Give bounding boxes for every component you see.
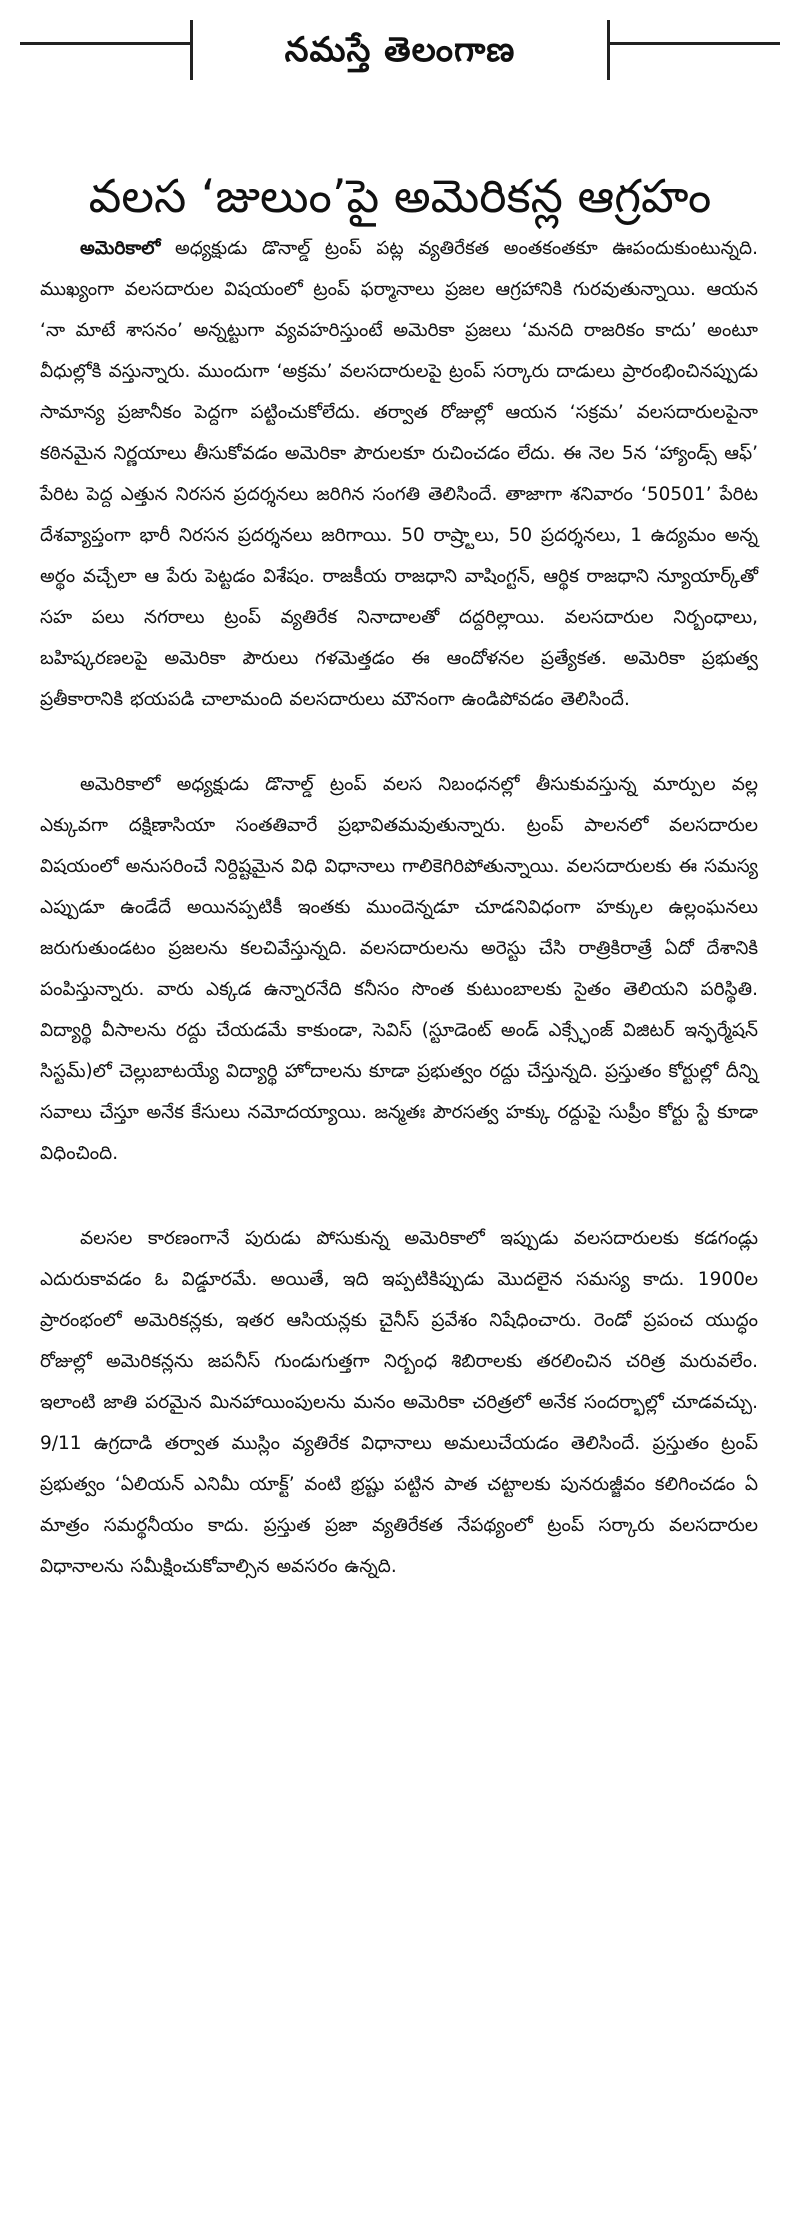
article-paragraph-1	[40, 228, 758, 720]
article-paragraph-3: వలసల కారణంగానే పురుడు పోసుకున్న అమెరికాలో ఇప్పుడు వలసదారులకు కడగండ్లు ఎదురుకావడం ఓ విడ్డూరమే. అయితే, ఇది ఇప్పటికిప్పుడు మొదలైన సమస్య కాదు. 1900ల ప్రారంభంలో అమెరికన్లకు, ఇతర ఆసియన్లకు చైనీస్ ప్రవేశం నిషేధించారు. రెండో ప్రపంచ యుద్ధం రోజుల్లో అమెరికన్లను జపనీస్ గుండుగుత్తగా నిర్బంధ శిబిరాలకు తరలించిన చరిత్ర మరువలేం. ఇలాంటి జాతి పరమైన మినహాయింపులను మనం అమెరికా చరిత్రలో అనేక సందర్భాల్లో చూడవచ్చు. 9/11 ఉగ్రదాడి తర్వాత ముస్లిం వ్యతిరేక విధానాలు అమలుచేయడం తెలిసిందే. ప్రస్తుతం ట్రంప్ ప్రభుత్వం ‘ఏలియన్ ఎనిమీ యాక్ట్’ వంటి భ్రష్టు పట్టిన పాత చట్టాలకు పునరుజ్జీవం కలిగించడం ఏ మాత్రం సమర్థనీయం కాదు. ప్రస్తుత ప్రజా వ్యతిరేకత నేపథ్యంలో ట్రంప్ సర్కారు వలసదారుల విధానాలను సమీక్షించుకోవాల్సిన అవసరం ఉన్నది.	[40, 1228, 758, 1577]
paragraph-1-text: అధ్యక్షుడు డొనాల్డ్ ట్రంప్ పట్ల వ్యతిరేకత అంతకంతకూ ఊపందుకుంటున్నది. ముఖ్యంగా వలసదారుల విషయంలో ట్రంప్ ఫర్మానాలు ప్రజల ఆగ్రహానికి గురవుతున్నాయి. ఆయన ‘నా మాటే శాసనం’ అన్నట్టుగా వ్యవహరిస్తుంటే అమెరికా ప్రజలు ‘మనది రాజరికం కాదు’ అంటూ వీధుల్లోకి వస్తున్నారు. ముందుగా ‘అక్రమ’ వలసదారులపై ట్రంప్ సర్కారు దాడులు ప్రారంభించినప్పుడు సామాన్య ప్రజానీకం పెద్దగా పట్టించుకోలేదు. తర్వాత రోజుల్లో ఆయన ‘సక్రమ’ వలసదారులపైనా కఠినమైన నిర్ణయాలు తీసుకోవడం అమెరికా పౌరులకూ రుచించడం లేదు. ఈ నెల 5న ‘హ్యాండ్స్ ఆఫ్’ పేరిట పెద్ద ఎత్తున నిరసన ప్రదర్శనలు జరిగిన సంగతి తెలిసిందే. తాజాగా శనివారం ‘50501’ పేరిట దేశవ్యాప్తంగా భారీ నిరసన ప్రదర్శనలు జరిగాయి. 50 రాష్ర్టాలు, 50 ప్రదర్శనలు, 1 ఉద్యమం అన్న అర్థం వచ్చేలా ఆ పేరు పెట్టడం విశేషం. రాజకీయ రాజధాని వాషింగ్టన్, ఆర్థిక రాజధాని న్యూయార్క్‌తో సహ పలు నగరాలు ట్రంప్ వ్యతిరేక నినాదాలతో దద్దరిల్లాయి. వలసదారుల నిర్బంధాలు, బహిష్కరణలపై అమెరికా పౌరులు గళమెత్తడం ఈ ఆందోళనల ప్రత్యేకత. అమెరికా ప్రభుత్వ ప్రతీకారానికి భయపడి చాలామంది వలసదారులు మౌనంగా ఉండిపోవడం తెలిసిందే.	[40, 238, 758, 710]
article-headline: వలస ‘జులుం’పై అమెరికన్ల ఆగ్రహం	[88, 168, 712, 223]
newspaper-brand: నమస్తే తెలంగాణ	[284, 30, 516, 70]
masthead-rule-left	[20, 42, 190, 45]
masthead-divider-left	[190, 20, 193, 80]
masthead-divider-right	[607, 20, 610, 80]
article-body	[40, 228, 758, 1631]
article-paragraph-2: అమెరికాలో అధ్యక్షుడు డొనాల్డ్ ట్రంప్ వలస నిబంధనల్లో తీసుకువస్తున్న మార్పుల వల్ల ఎక్కువగా దక్షిణాసియా సంతతివారే ప్రభావితమవుతున్నారు. ట్రంప్ పాలనలో వలసదారుల విషయంలో అనుసరించే నిర్దిష్టమైన విధి విధానాలు గాలికెగిరిపోతున్నాయి. వలసదారులకు ఈ సమస్య ఎప్పుడూ ఉండేదే అయినప్పటికీ ఇంతకు ముందెన్నడూ చూడనివిధంగా హక్కుల ఉల్లంఘనలు జరుగుతుండటం ప్రజలను కలచివేస్తున్నది. వలసదారులను అరెస్టు చేసి రాత్రికిరాత్రే ఏదో దేశానికి పంపిస్తున్నారు. వారు ఎక్కడ ఉన్నారనేది కనీసం సొంత కుటుంబాలకు సైతం తెలియని పరిస్థితి. విద్యార్థి వీసాలను రద్దు చేయడమే కాకుండా, సెవిస్ (స్టూడెంట్ అండ్ ఎక్స్ఛేంజ్ విజిటర్ ఇన్ఫర్మేషన్ సిస్టమ్)లో చెల్లుబాటయ్యే విద్యార్థి హోదాలను కూడా ప్రభుత్వం రద్దు చేస్తున్నది. ప్రస్తుతం కోర్టుల్లో దీన్ని సవాలు చేస్తూ అనేక కేసులు నమోదయ్యాయి. జన్మతః పౌరసత్వ హక్కు రద్దుపై సుప్రీం కోర్టు స్టే కూడా విధించింది.	[40, 774, 758, 1164]
masthead-rule-right	[610, 42, 780, 45]
masthead	[0, 0, 800, 110]
lead-word: అమెరికాలో	[80, 238, 161, 259]
